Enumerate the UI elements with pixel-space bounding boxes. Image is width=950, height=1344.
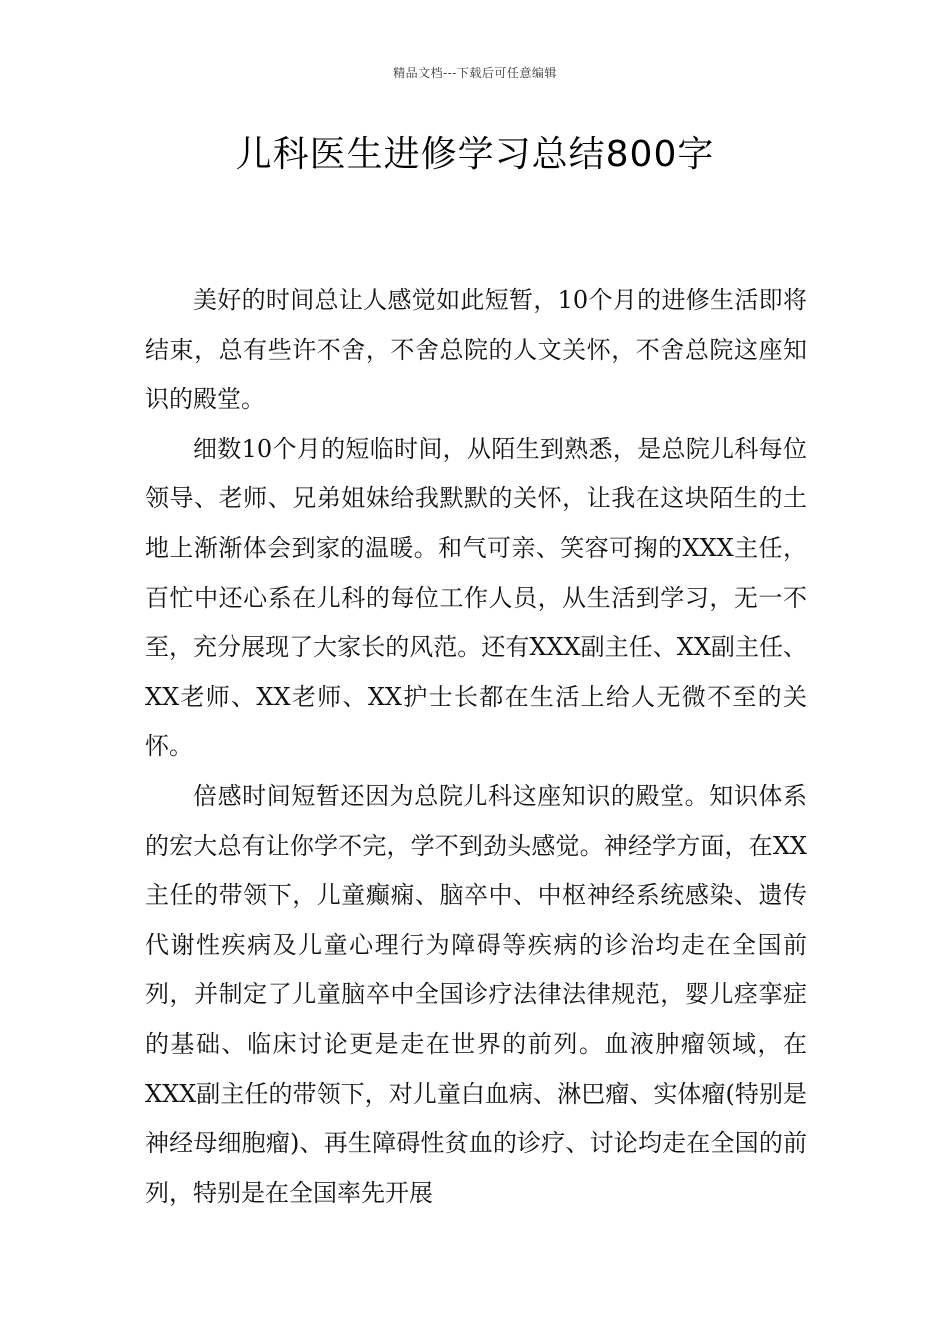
header-note: 精品文档---下载后可任意编辑 bbox=[393, 66, 557, 80]
paragraph-3: 倍感时间短暂还因为总院儿科这座知识的殿堂。知识体系的宏大总有让你学不完，学不到劲头感觉。神经学方面，在XX主任的带领下，儿童癫痫、脑卒中、中枢神经系统感染、遗传代谢性疾病及儿童心理行为障碍等疾病的诊治均走在全国前列，并制定了儿童脑卒中全国诊疗法律法律规范，婴儿痉挛症的基础、临床讨论更是走在世界的前列。血液肿瘤领域，在XXX副主任的带领下，对儿童白血病、淋巴瘤、实体瘤(特别是神经母细胞瘤)、再生障碍性贫血的诊疗、讨论均走在全国的前列，特别是在全国率先开展 bbox=[145, 781, 807, 1207]
document-title: 儿科医生进修学习总结800字 bbox=[235, 134, 715, 175]
document-body bbox=[145, 276, 807, 1218]
paragraph-2: 细数10个月的短临时间，从陌生到熟悉，是总院儿科每位领导、老师、兄弟姐妹给我默默的关怀，让我在这块陌生的土地上渐渐体会到家的温暖。和气可亲、笑容可掬的XXX主任，百忙中还心系在儿科的每位工作人员，从生活到学习，无一不至，充分展现了大家长的风范。还有XXX副主任、XX副主任、XX老师、XX老师、XX护士长都在生活上给人无微不至的关怀。 bbox=[145, 434, 807, 761]
paragraph-1: 美好的时间总让人感觉如此短暂，10个月的进修生活即将结束，总有些许不舍，不舍总院的人文关怀，不舍总院这座知识的殿堂。 bbox=[145, 286, 807, 414]
